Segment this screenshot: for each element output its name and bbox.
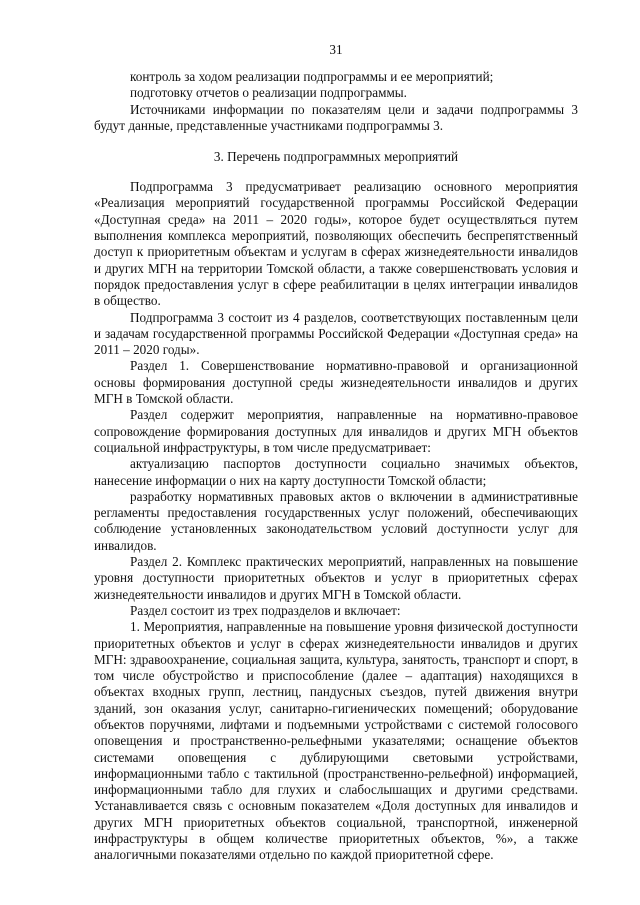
paragraph: актуализацию паспортов доступности социально значимых объектов, нанесение информации о них на карту доступности Томской области;: [94, 456, 578, 488]
paragraph: Раздел 2. Комплекс практических мероприятий, направленных на повышение уровня доступности приоритетных объектов и услуг в приоритетных сферах жизнедеятельности инвалидов и других МГН в Томской области.: [94, 554, 578, 602]
paragraph: Раздел состоит из трех подразделов и включает:: [130, 602, 401, 618]
paragraph: Подпрограмма 3 состоит из 4 разделов, соответствующих поставленным цели и задачам государственной программы Российской Федерации «Доступная среда» на 2011 – 2020 годы».: [94, 309, 578, 358]
section-heading: 3. Перечень подпрограммных мероприятий: [213, 149, 459, 165]
page-number: 31: [329, 42, 343, 57]
paragraph: 1. Мероприятия, направленные на повышение уровня физической доступности приоритетных объектов и услуг в сферах жизнедеятельности инвалидов и других МГН: здравоохранение, социальная защита, культура, занятость, транспорт и спорт, в том числе обустройство и приспособление (далее – адаптация) находящихся в объектах входных групп, лестниц, пандусных съездов, путей движения внутри зданий, зон оказания услуг, санитарно-гигиенических помещений; оборудование объектов поручнями, лифтами и подъемными устройствами с системой голосового оповещения и пространственно-рельефными указателями; оснащение объектов системами оповещения с дублирующими световыми устройствами, информационными табло с тактильной (пространственно-рельефной) информацией, информационными табло для глухих и слабослышащих и другими средствами. Устанавливается связь с основным показателем «Доля доступных для инвалидов и других МГН приоритетных объектов социальной, транспортной, инженерной инфраструктуры в общем количестве приоритетных объектов, %», а также аналогичными показателями отдельно по каждой приоритетной сфере.: [94, 619, 578, 863]
paragraph: Подпрограмма 3 предусматривает реализацию основного мероприятия «Реализация мероприятий государственной программы Российской Федерации «Доступная среда» на 2011 – 2020 годы», которое будет осуществляться путем выполнения комплекса мероприятий, позволяющих обеспечить беспрепятственный доступ к приоритетным объектам и услугам в сферах жизнедеятельности инвалидов и других МГН на территории Томской области, а также совершенствовать условия и порядок предоставления услуг в сфере реабилитации в целях интеграции инвалидов в общество.: [94, 179, 578, 309]
paragraph: Раздел 1. Совершенствование нормативно-правовой и организационной основы формирования доступной среды жизнедеятельности инвалидов и других МГН в Томской области.: [94, 358, 578, 407]
intro-line: Источниками информации по показателям цели и задачи подпрограммы 3 будут данные, представленные участниками подпрограммы 3.: [94, 101, 578, 133]
paragraph: разработку нормативных правовых актов о включении в административные регламенты предоставления государственных услуг положений, обеспечивающих соблюдение установленных законодательством условий доступности услуг для инвалидов.: [94, 488, 578, 553]
intro-line: контроль за ходом реализации подпрограммы и ее мероприятий;: [130, 69, 494, 84]
paragraph: Раздел содержит мероприятия, направленные на нормативно-правовое сопровождение формирования доступных для инвалидов и других МГН объектов социальной инфраструктуры, в том числе предусматривает:: [94, 407, 578, 455]
intro-line: подготовку отчетов о реализации подпрограммы.: [130, 85, 407, 101]
